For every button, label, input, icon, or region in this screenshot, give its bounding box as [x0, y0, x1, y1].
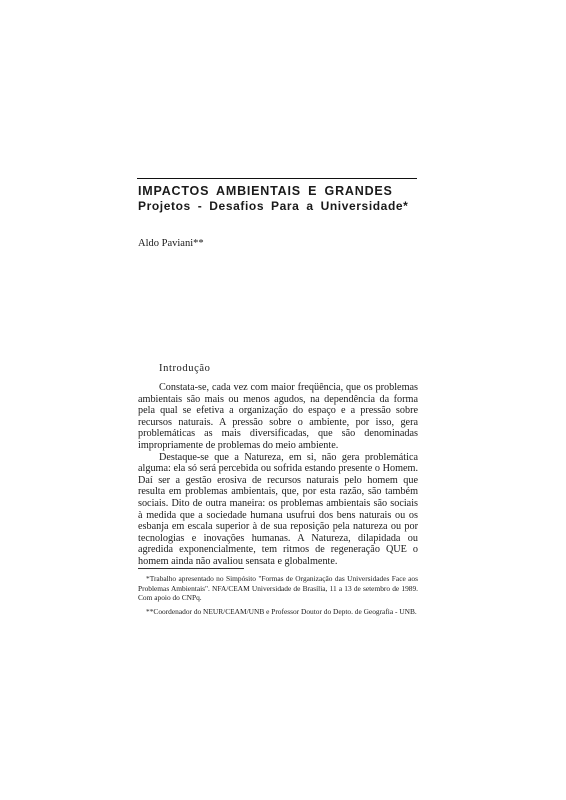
article-title: IMPACTOS AMBIENTAIS E GRANDES [138, 184, 393, 198]
footnote-1: *Trabalho apresentado no Simpósito "Formas de Organização das Universidades Face aos Problemas Ambientais". NFA/CEAM Universidade de Brasília, 11 a 13 de setembro de 1989. Com apoio do CNPq. [138, 574, 418, 603]
footnote-2: **Coordenador do NEUR/CEAM/UNB e Professor Doutor do Depto. de Geografia - UNB. [146, 606, 417, 616]
section-heading-introducao: Introdução [159, 363, 211, 374]
body-text [138, 382, 418, 568]
footnotes [138, 574, 418, 620]
body-paragraph: Destaque-se que a Natureza, em si, não gera problemática alguma: ela só será percebida ou sofrida estando presente o Homem. Daí ser a gestão erosiva de recursos naturais pelo homem que resulta em problemas ambientais, que, por esta razão, são também sociais. Dito de outra maneira: os problemas ambientais são sociais à medida que a sociedade humana usufrui dos bens naturais ou os esbanja em escala superior à de sua reposição pela natureza ou por tecnologias e inovações humanas. A Natureza, dilapidada ou agredida exponencialmente, tem ritmos de regeneração QUE o homem ainda não avaliou sensata e globalmente. [138, 451, 418, 567]
article-subtitle: Projetos - Desafios Para a Universidade* [138, 199, 409, 213]
title-top-rule [137, 178, 417, 179]
author-name: Aldo Paviani** [138, 238, 204, 249]
footnote-separator [138, 568, 244, 569]
body-paragraph: Constata-se, cada vez com maior freqüência, que os problemas ambientais são mais ou menos agudos, na dependência da forma pela qual se efetiva a organização do espaço e a pressão sobre recursos naturais. A pressão sobre o ambiente, por isso, gera problemáticas as mais diversificadas, que são denominadas impropriamente de problemas do meio ambiente. [138, 382, 418, 451]
